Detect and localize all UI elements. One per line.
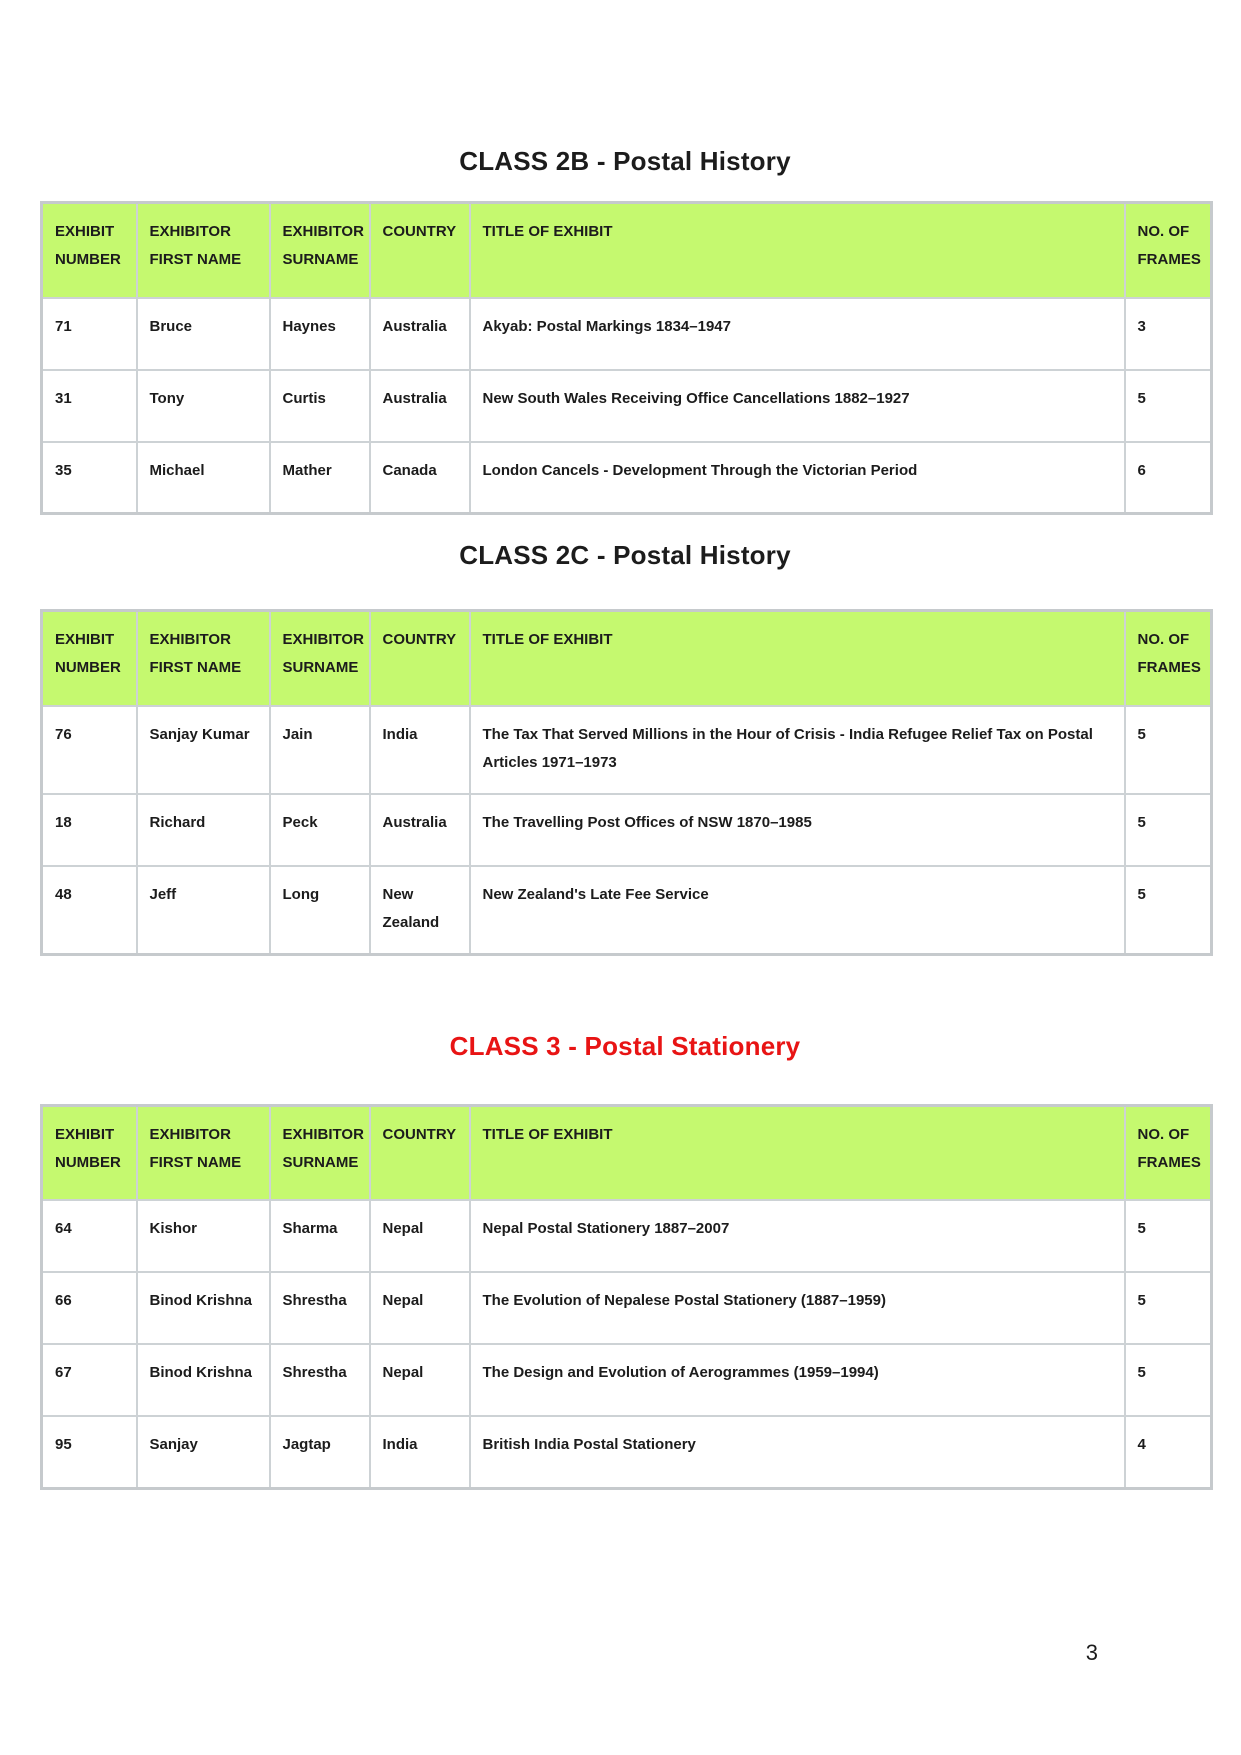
cell-title-of-exhibit: New Zealand's Late Fee Service — [470, 866, 1125, 955]
cell-no-of-frames: 5 — [1125, 370, 1212, 442]
cell-first-name: Richard — [137, 794, 270, 866]
column-header-label: SURNAME — [282, 659, 359, 676]
cell-title-of-exhibit: The Travelling Post Offices of NSW 1870–1985 — [470, 794, 1125, 866]
table-row — [42, 866, 1212, 955]
cell-first-name: Tony — [137, 370, 270, 442]
table-row — [42, 298, 1212, 370]
cell-surname: Mather — [270, 442, 370, 514]
cell-title-of-exhibit: The Evolution of Nepalese Postal Stationery (1887–1959) — [470, 1272, 1125, 1344]
column-header-label: COUNTRY — [382, 631, 457, 648]
cell-country: Nepal — [370, 1200, 470, 1272]
table-row — [42, 1200, 1212, 1272]
cell-exhibit-number: 67 — [42, 1344, 137, 1416]
column-header-label: SURNAME — [282, 251, 359, 268]
cell-no-of-frames: 4 — [1125, 1416, 1212, 1488]
column-header-title-of-exhibit — [470, 203, 1125, 298]
cell-no-of-frames: 5 — [1125, 1200, 1212, 1272]
column-header-title-of-exhibit — [470, 1105, 1125, 1200]
cell-no-of-frames: 5 — [1125, 794, 1212, 866]
section-title-class-2b: CLASS 2B - Postal History — [459, 146, 791, 176]
column-header-no-of-frames — [1125, 1105, 1212, 1200]
cell-no-of-frames: 5 — [1125, 1344, 1212, 1416]
column-header-label: EXHIBITOR — [149, 223, 231, 240]
cell-first-name: Jeff — [137, 866, 270, 955]
column-header-label: SURNAME — [282, 1153, 359, 1171]
exhibit-table-class-2c — [40, 609, 1213, 956]
cell-first-name: Binod Krishna — [137, 1344, 270, 1416]
cell-country: Nepal — [370, 1344, 470, 1416]
column-header-label: EXHIBIT — [55, 631, 115, 648]
column-header-label: EXHIBITOR — [149, 1125, 231, 1143]
cell-first-name: Sanjay Kumar — [137, 706, 270, 794]
column-header-label: NO. OF — [1137, 1125, 1190, 1143]
cell-exhibit-number: 95 — [42, 1416, 137, 1488]
cell-country: India — [370, 706, 470, 794]
cell-first-name: Sanjay — [137, 1416, 270, 1488]
column-header-label: FRAMES — [1137, 251, 1201, 268]
column-header-no-of-frames — [1125, 203, 1212, 298]
column-header-label: EXHIBIT — [55, 223, 115, 240]
cell-surname: Curtis — [270, 370, 370, 442]
column-header-label: FIRST NAME — [149, 1153, 242, 1171]
cell-title-of-exhibit: The Design and Evolution of Aerogrammes (1959–1994) — [470, 1344, 1125, 1416]
table-row — [42, 442, 1212, 514]
column-header-label: COUNTRY — [382, 1125, 457, 1143]
cell-country: Nepal — [370, 1272, 470, 1344]
cell-country: New Zealand — [370, 866, 470, 955]
cell-title-of-exhibit: Akyab: Postal Markings 1834–1947 — [470, 298, 1125, 370]
column-header-no-of-frames — [1125, 611, 1212, 706]
cell-exhibit-number: 64 — [42, 1200, 137, 1272]
cell-first-name: Binod Krishna — [137, 1272, 270, 1344]
table-row — [42, 370, 1212, 442]
cell-surname: Jagtap — [270, 1416, 370, 1488]
column-header-label: TITLE OF EXHIBIT — [482, 631, 613, 648]
cell-exhibit-number: 66 — [42, 1272, 137, 1344]
column-header-surname — [270, 611, 370, 706]
column-header-label: NUMBER — [55, 1153, 121, 1171]
table-row — [42, 1416, 1212, 1488]
table-row — [42, 794, 1212, 866]
cell-title-of-exhibit: London Cancels - Development Through the Victorian Period — [470, 442, 1125, 514]
table-header-row — [42, 1105, 1212, 1200]
cell-surname: Shrestha — [270, 1344, 370, 1416]
cell-exhibit-number: 18 — [42, 794, 137, 866]
cell-title-of-exhibit: Nepal Postal Stationery 1887–2007 — [470, 1200, 1125, 1272]
column-header-label: TITLE OF EXHIBIT — [482, 223, 613, 240]
column-header-first-name — [137, 1105, 270, 1200]
table-row — [42, 1344, 1212, 1416]
column-header-first-name — [137, 203, 270, 298]
cell-first-name: Bruce — [137, 298, 270, 370]
section-title-class-2c: CLASS 2C - Postal History — [459, 540, 791, 570]
section-title-class-3: CLASS 3 - Postal Stationery — [449, 1030, 801, 1061]
page-number: 3 — [1085, 1639, 1098, 1665]
cell-no-of-frames: 5 — [1125, 1272, 1212, 1344]
cell-no-of-frames: 6 — [1125, 442, 1212, 514]
cell-title-of-exhibit: New South Wales Receiving Office Cancellations 1882–1927 — [470, 370, 1125, 442]
cell-first-name: Kishor — [137, 1200, 270, 1272]
cell-first-name: Michael — [137, 442, 270, 514]
cell-surname: Jain — [270, 706, 370, 794]
cell-no-of-frames: 3 — [1125, 298, 1212, 370]
cell-exhibit-number: 35 — [42, 442, 137, 514]
column-header-label: FIRST NAME — [149, 251, 242, 268]
column-header-title-of-exhibit — [470, 611, 1125, 706]
table-header-row — [42, 611, 1212, 706]
column-header-label: EXHIBITOR — [282, 1125, 364, 1143]
exhibit-table-class-3 — [40, 1104, 1213, 1490]
cell-exhibit-number: 48 — [42, 866, 137, 955]
column-header-label: COUNTRY — [382, 223, 457, 240]
cell-country: Australia — [370, 298, 470, 370]
cell-surname: Sharma — [270, 1200, 370, 1272]
table-row — [42, 706, 1212, 794]
exhibit-table-class-2b — [40, 201, 1213, 515]
cell-exhibit-number: 71 — [42, 298, 137, 370]
column-header-label: FIRST NAME — [149, 659, 242, 676]
cell-country: Canada — [370, 442, 470, 514]
table-header-row — [42, 203, 1212, 298]
column-header-country — [370, 1105, 470, 1200]
cell-exhibit-number: 76 — [42, 706, 137, 794]
cell-country: Australia — [370, 370, 470, 442]
cell-surname: Long — [270, 866, 370, 955]
column-header-label: EXHIBITOR — [282, 631, 364, 648]
column-header-label: TITLE OF EXHIBIT — [482, 1125, 613, 1143]
column-header-label: EXHIBITOR — [282, 223, 364, 240]
column-header-first-name — [137, 611, 270, 706]
column-header-label: NUMBER — [55, 659, 121, 676]
cell-country: Australia — [370, 794, 470, 866]
column-header-exhibit-number — [42, 1105, 137, 1200]
column-header-surname — [270, 1105, 370, 1200]
column-header-label: NO. OF — [1137, 223, 1190, 240]
column-header-label: NUMBER — [55, 251, 121, 268]
column-header-label: NO. OF — [1137, 631, 1190, 648]
column-header-label: FRAMES — [1137, 659, 1201, 676]
column-header-exhibit-number — [42, 611, 137, 706]
column-header-country — [370, 611, 470, 706]
cell-title-of-exhibit: The Tax That Served Millions in the Hour of Crisis - India Refugee Relief Tax on Postal Articles 1971–1973 — [470, 706, 1125, 794]
column-header-label: EXHIBITOR — [149, 631, 231, 648]
column-header-label: FRAMES — [1137, 1153, 1201, 1171]
table-row — [42, 1272, 1212, 1344]
cell-surname: Shrestha — [270, 1272, 370, 1344]
column-header-country — [370, 203, 470, 298]
cell-surname: Peck — [270, 794, 370, 866]
cell-no-of-frames: 5 — [1125, 706, 1212, 794]
column-header-surname — [270, 203, 370, 298]
cell-country: India — [370, 1416, 470, 1488]
column-header-exhibit-number — [42, 203, 137, 298]
cell-surname: Haynes — [270, 298, 370, 370]
column-header-label: EXHIBIT — [55, 1125, 115, 1143]
cell-title-of-exhibit: British India Postal Stationery — [470, 1416, 1125, 1488]
cell-no-of-frames: 5 — [1125, 866, 1212, 955]
cell-exhibit-number: 31 — [42, 370, 137, 442]
